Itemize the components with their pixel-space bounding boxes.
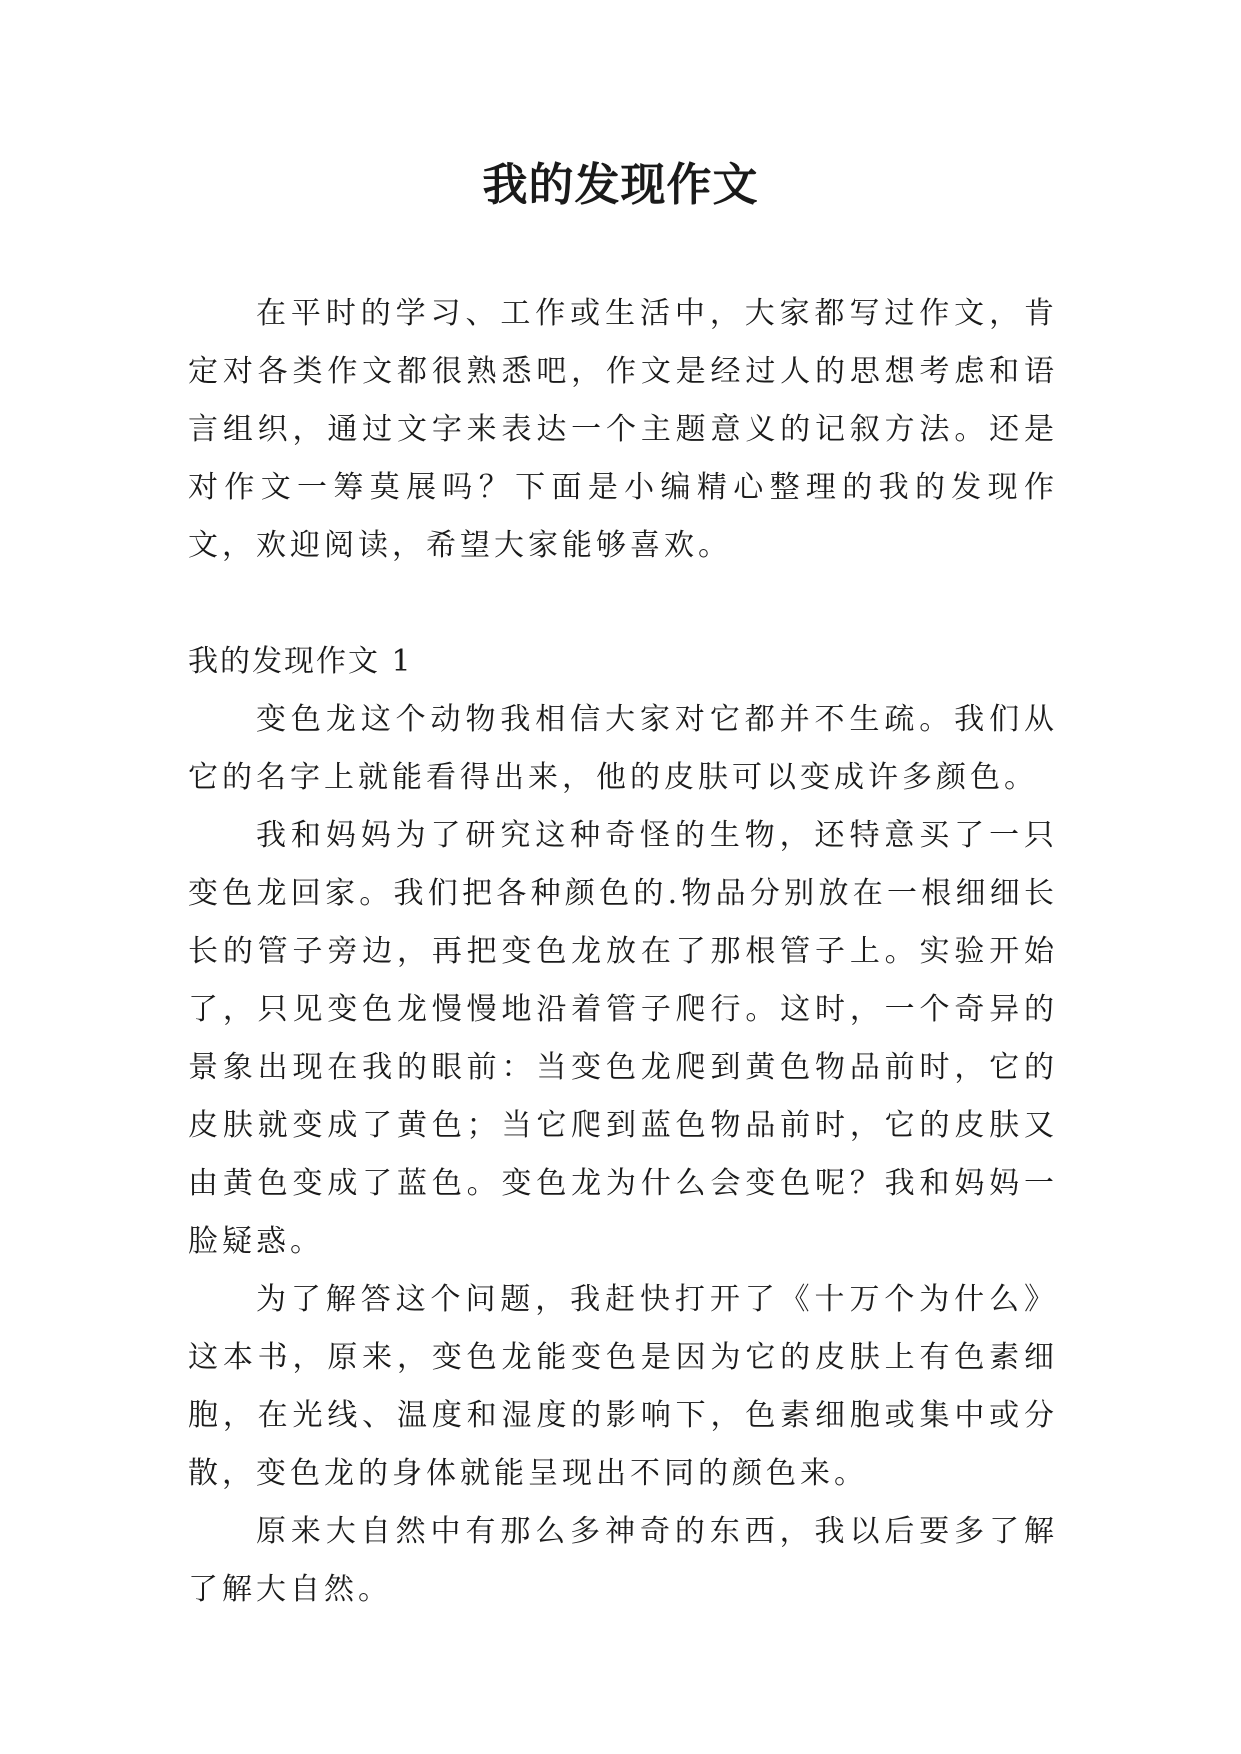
intro-paragraph: 在平时的学习、工作或生活中，大家都写过作文，肯定对各类作文都很熟悉吧，作文是经过人的思想考虑和语言组织，通过文字来表达一个主题意义的记叙方法。还是对作文一筹莫展吗？下面是小编精心整理的我的发现作文，欢迎阅读，希望大家能够喜欢。	[188, 296, 1058, 563]
document-title: 我的发现作文	[482, 158, 759, 211]
section-heading: 我的发现作文 1	[188, 644, 413, 679]
body-paragraph-3: 为了解答这个问题，我赶快打开了《十万个为什么》这本书，原来，变色龙能变色是因为它的皮肤上有色素细胞，在光线、温度和湿度的影响下，色素细胞或集中或分散，变色龙的身体就能呈现出不同的颜色来。	[188, 1282, 1058, 1491]
body-paragraph-4: 原来大自然中有那么多神奇的东西，我以后要多了解了解大自然。	[188, 1514, 1058, 1607]
body-paragraph-2: 我和妈妈为了研究这种奇怪的生物，还特意买了一只变色龙回家。我们把各种颜色的.物品分别放在一根细细长长的管子旁边，再把变色龙放在了那根管子上。实验开始了，只见变色龙慢慢地沿着管子爬行。这时，一个奇异的景象出现在我的眼前：当变色龙爬到黄色物品前时，它的皮肤就变成了黄色；当它爬到蓝色物品前时，它的皮肤又由黄色变成了蓝色。变色龙为什么会变色呢？我和妈妈一脸疑惑。	[188, 818, 1058, 1259]
document-body	[188, 285, 1058, 1619]
body-paragraph-1: 变色龙这个动物我相信大家对它都并不生疏。我们从它的名字上就能看得出来，他的皮肤可以变成许多颜色。	[188, 702, 1058, 795]
